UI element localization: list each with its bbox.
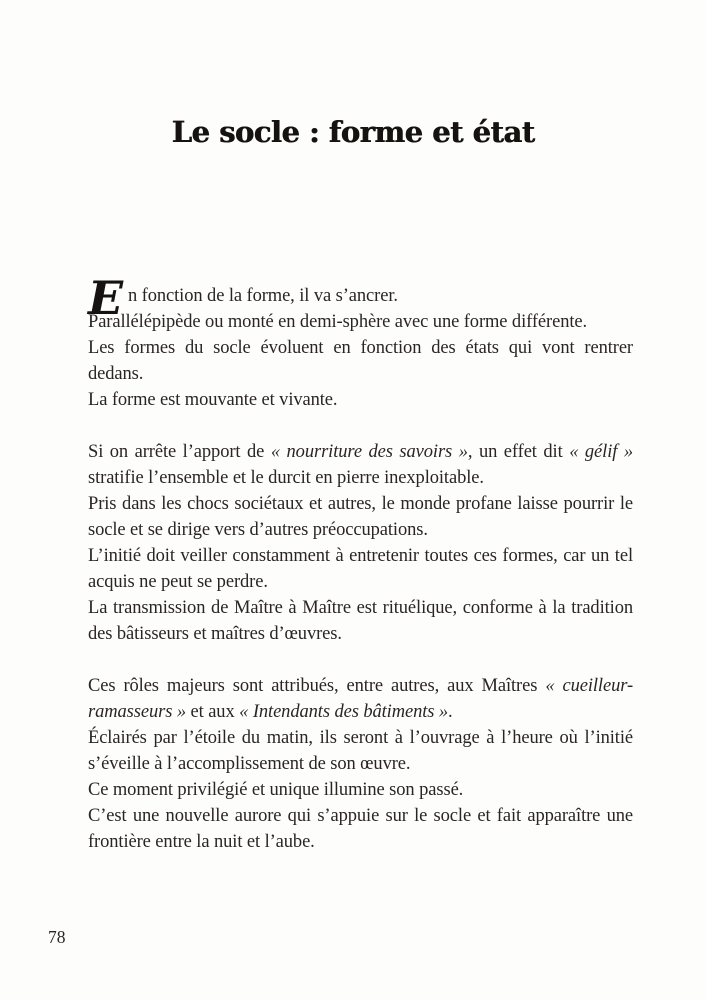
italic-text-segment: « cueilleur-ramasseurs » [88,676,634,722]
paragraph-block [88,271,633,413]
paragraph [88,309,633,335]
paragraph [88,387,633,413]
text-segment: n fonction de la forme, il va s’ancrer. [128,286,398,306]
paragraph [88,491,633,543]
paragraph [88,803,633,855]
text-segment: Éclairés par l’étoile du matin, ils seront à l’ouvrage à l’heure où l’initié s’éveille à l’accomplissement de son œuvre. [88,728,633,774]
page-number: 78 [48,927,66,947]
text-segment: L’initié doit veiller constamment à entretenir toutes ces formes, car un tel acquis ne peut se perdre. [88,546,633,592]
text-segment: Parallélépipède ou monté en demi-sphère avec une forme différente. [88,312,588,332]
text-segment: C’est une nouvelle aurore qui s’appuie sur le socle et fait apparaître une frontière entre la nuit et l’aube. [88,806,633,852]
italic-text-segment: « nourriture des savoirs » [270,442,468,462]
text-segment: , un effet dit [467,442,570,462]
paragraph [88,673,633,725]
paragraph-block [88,673,633,855]
text-segment: Ce moment privilégié et unique illumine son passé. [88,780,464,800]
text-segment: Ces rôles majeurs sont attribués, entre autres, aux Maîtres [88,676,546,696]
paragraph [88,335,633,387]
paragraph [88,543,633,595]
text-segment: . [448,702,453,722]
text-segment: La forme est mouvante et vivante. [88,390,338,410]
text-segment: Si on arrête l’apport de [88,442,271,462]
paragraph-block [88,439,633,647]
paragraph [88,595,633,647]
text-segment: La transmission de Maître à Maître est rituélique, conforme à la tradition des bâtisseurs et maîtres d’œuvres. [88,598,633,644]
text-segment: stratifie l’ensemble et le durcit en pierre inexploitable. [88,468,484,488]
paragraph [88,777,633,803]
paragraph [88,439,633,491]
text-segment: Pris dans les chocs sociétaux et autres, le monde profane laisse pourrir le socle et se dirige vers d’autres préoccupations. [88,494,633,540]
text-segment: et aux [186,702,240,722]
italic-text-segment: « gélif » [569,442,633,462]
italic-text-segment: « Intendants des bâtiments » [239,702,449,722]
paragraph [88,725,633,777]
chapter-title: Le socle : forme et état [171,115,535,149]
body-text [88,271,634,855]
drop-cap: E [88,271,123,325]
text-segment: Les formes du socle évoluent en fonction des états qui vont rentrer dedans. [88,338,633,384]
